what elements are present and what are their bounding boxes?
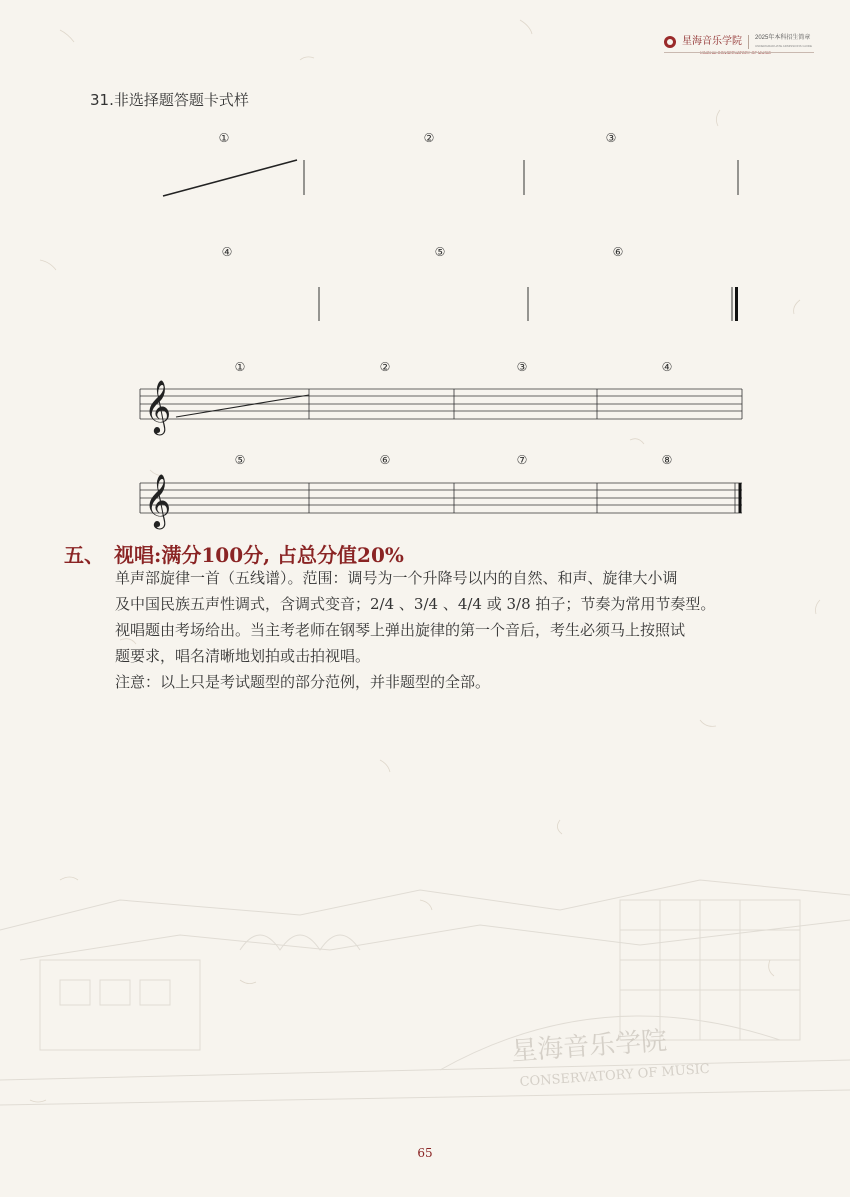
staff-sample-slash (176, 395, 309, 417)
paragraph-line-4: 题要求，唱名清晰地划拍或击拍视唱。 (115, 647, 371, 665)
brochure-title (755, 34, 812, 50)
brochure-subtitle: UNDERGRADUATE ADMISSIONS GUIDE (755, 44, 812, 48)
sheet-number-5: ⑤ (434, 245, 446, 259)
header-divider (748, 35, 749, 49)
paragraph-line-2: 及中国民族五声性调式，含调式变音；2/4 、3/4 、4/4 或 3/8 拍子；节奏为常用节奏型。 (115, 595, 716, 613)
section-title (64, 539, 404, 568)
treble-clef-icon: 𝄞 (144, 379, 172, 433)
school-seal-icon (664, 36, 676, 48)
staff-number-1: ① (234, 360, 246, 374)
staff-2 (140, 483, 742, 513)
page-header (664, 33, 812, 51)
paragraph-line-1: 单声部旋律一首（五线谱）。范围：调号为一个升降号以内的自然、和声、旋律大小调 (115, 569, 678, 587)
staff-number-7: ⑦ (516, 453, 528, 467)
campus-watermark-image (0, 840, 850, 1140)
paragraph-note: 注意：以上只是考试题型的部分范例，并非题型的全部。 (115, 673, 491, 691)
header-rule (664, 52, 814, 53)
staff-number-8: ⑧ (661, 453, 673, 467)
page-number: 65 (417, 1146, 433, 1160)
watermark-school-sub: CONSERVATORY OF MUSIC (519, 1061, 711, 1090)
school-logo-text: 星海音乐学院 (682, 36, 742, 47)
paragraph-line-3: 视唱题由考场给出。当主考老师在钢琴上弹出旋律的第一个音后，考生必须马上按照试 (115, 621, 686, 639)
sheet-number-6: ⑥ (612, 245, 624, 259)
brochure-title-text: 2025年本科招生简章 (755, 35, 811, 41)
staff-number-6: ⑥ (379, 453, 391, 467)
staff-number-2: ② (379, 360, 391, 374)
sheet-number-4: ④ (221, 245, 233, 259)
sheet-number-1: ① (218, 131, 230, 145)
sheet-number-3: ③ (605, 131, 617, 145)
watermark-school-name: 星海音乐学院 (510, 1026, 669, 1067)
sheet-number-2: ② (423, 131, 435, 145)
staff-number-5: ⑤ (234, 453, 246, 467)
section-index: 五、 (64, 543, 104, 567)
sample-slash-line (163, 160, 297, 196)
treble-clef-icon: 𝄞 (144, 473, 172, 527)
staff-number-3: ③ (516, 360, 528, 374)
staff-1 (140, 389, 742, 419)
question-title: 31.非选择题答题卡式样 (90, 91, 249, 109)
staff-number-4: ④ (661, 360, 673, 374)
section-heading: 视唱:满分100分, 占总分值20% (114, 543, 404, 567)
